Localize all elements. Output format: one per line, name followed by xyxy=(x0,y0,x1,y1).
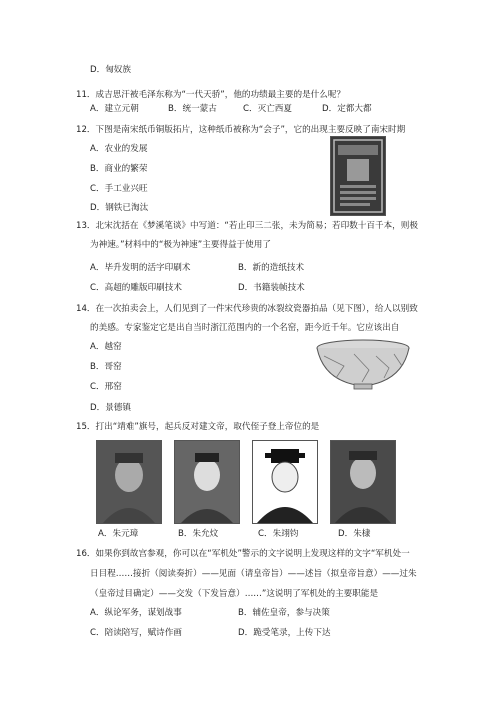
q16-stem-line3: （皇帝过目确定）——交发（下发旨意）……”这说明了军机处的主要职能是 xyxy=(90,589,379,599)
q14-option-d: D．景德镇 xyxy=(90,403,131,413)
q13-option-a: A．毕升发明的活字印刷术 xyxy=(90,263,191,273)
q15-option-a: A．朱元璋 xyxy=(98,529,139,539)
ice-crackle-porcelain-bowl-image xyxy=(314,336,412,392)
portrait-zhu-yijun-image xyxy=(252,440,318,524)
q12-option-b: B．商业的繁荣 xyxy=(90,164,148,174)
q14-option-b: B．哥窑 xyxy=(90,362,122,372)
q14-stem-line2: 的美感。专家鉴定它是出自当时浙江范围内的一个名窑，距今近千年。它应该出自 xyxy=(90,323,400,333)
q12-option-d: D．钢铁已淘汰 xyxy=(90,203,149,213)
q15-stem: 15．打出“靖难”旗号，起兵反对建文帝，取代侄子登上帝位的是 xyxy=(76,422,320,432)
q11-option-d: D．定都大都 xyxy=(322,104,372,114)
q11-option-c: C．灭亡西夏 xyxy=(243,104,292,114)
q16-option-d: D．跪受笔录，上传下达 xyxy=(238,628,331,638)
portrait-zhu-yuanzhang-image xyxy=(96,440,162,524)
q13-option-c: C．高超的雕版印刷技术 xyxy=(90,283,182,293)
huizi-banknote-image xyxy=(330,136,386,216)
q14-stem-line1: 14．在一次拍卖会上，人们见到了一件宋代珍贵的冰裂纹瓷器拍品（见下图），给人以别致 xyxy=(76,304,418,314)
q16-option-a: A．纵论军务，谋划战事 xyxy=(90,608,182,618)
q16-stem-line2: 日目程……接折（阅读奏折）——见面（请皇帝旨）——述旨（拟皇帝旨意）——过朱 xyxy=(90,569,417,579)
q13-option-d: D．书籍装帧技术 xyxy=(238,283,305,293)
q13-option-b: B．新的造纸技术 xyxy=(238,263,305,273)
q11-option-b: B．统一蒙古 xyxy=(168,104,217,114)
q11-stem: 11．成吉思汗被毛泽东称为“一代天骄”，他的功绩最主要的是什么呢？ xyxy=(76,90,346,100)
portrait-zhu-di-image xyxy=(330,440,396,524)
q16-option-c: C．陪读陪写，赋诗作画 xyxy=(90,628,182,638)
q10-option-d: D．匈奴族 xyxy=(90,65,131,75)
q16-stem-line1: 16．如果你到故宫参观，你可以在“军机处”警示的文字说明上发现这样的文字“军机处一 xyxy=(76,549,410,559)
q13-stem-line2: 为神速。”材料中的“极为神速”主要得益于使用了 xyxy=(90,240,271,250)
q14-option-a: A．越窑 xyxy=(90,342,122,352)
q14-option-c: C．邢窑 xyxy=(90,382,122,392)
q15-option-d: D．朱棣 xyxy=(338,529,371,539)
q15-option-b: B．朱允炆 xyxy=(178,529,219,539)
q12-option-a: A．农业的发展 xyxy=(90,144,148,154)
q11-option-a: A．建立元朝 xyxy=(90,104,139,114)
q12-option-c: C．手工业兴旺 xyxy=(90,184,148,194)
portrait-zhu-yunwen-image xyxy=(174,440,240,524)
q13-stem-line1: 13．北宋沈括在《梦溪笔谈》中写道：“若止印三二张，未为简易；若印数十百千本，则极 xyxy=(76,221,418,231)
q12-stem: 12．下图是南宋纸币铜版拓片，这种纸币被称为“会子”，它的出现主要反映了南宋时期 xyxy=(76,125,406,135)
q15-option-c: C．朱翊钧 xyxy=(258,529,299,539)
q16-option-b: B．辅佐皇帝，参与决策 xyxy=(238,608,330,618)
